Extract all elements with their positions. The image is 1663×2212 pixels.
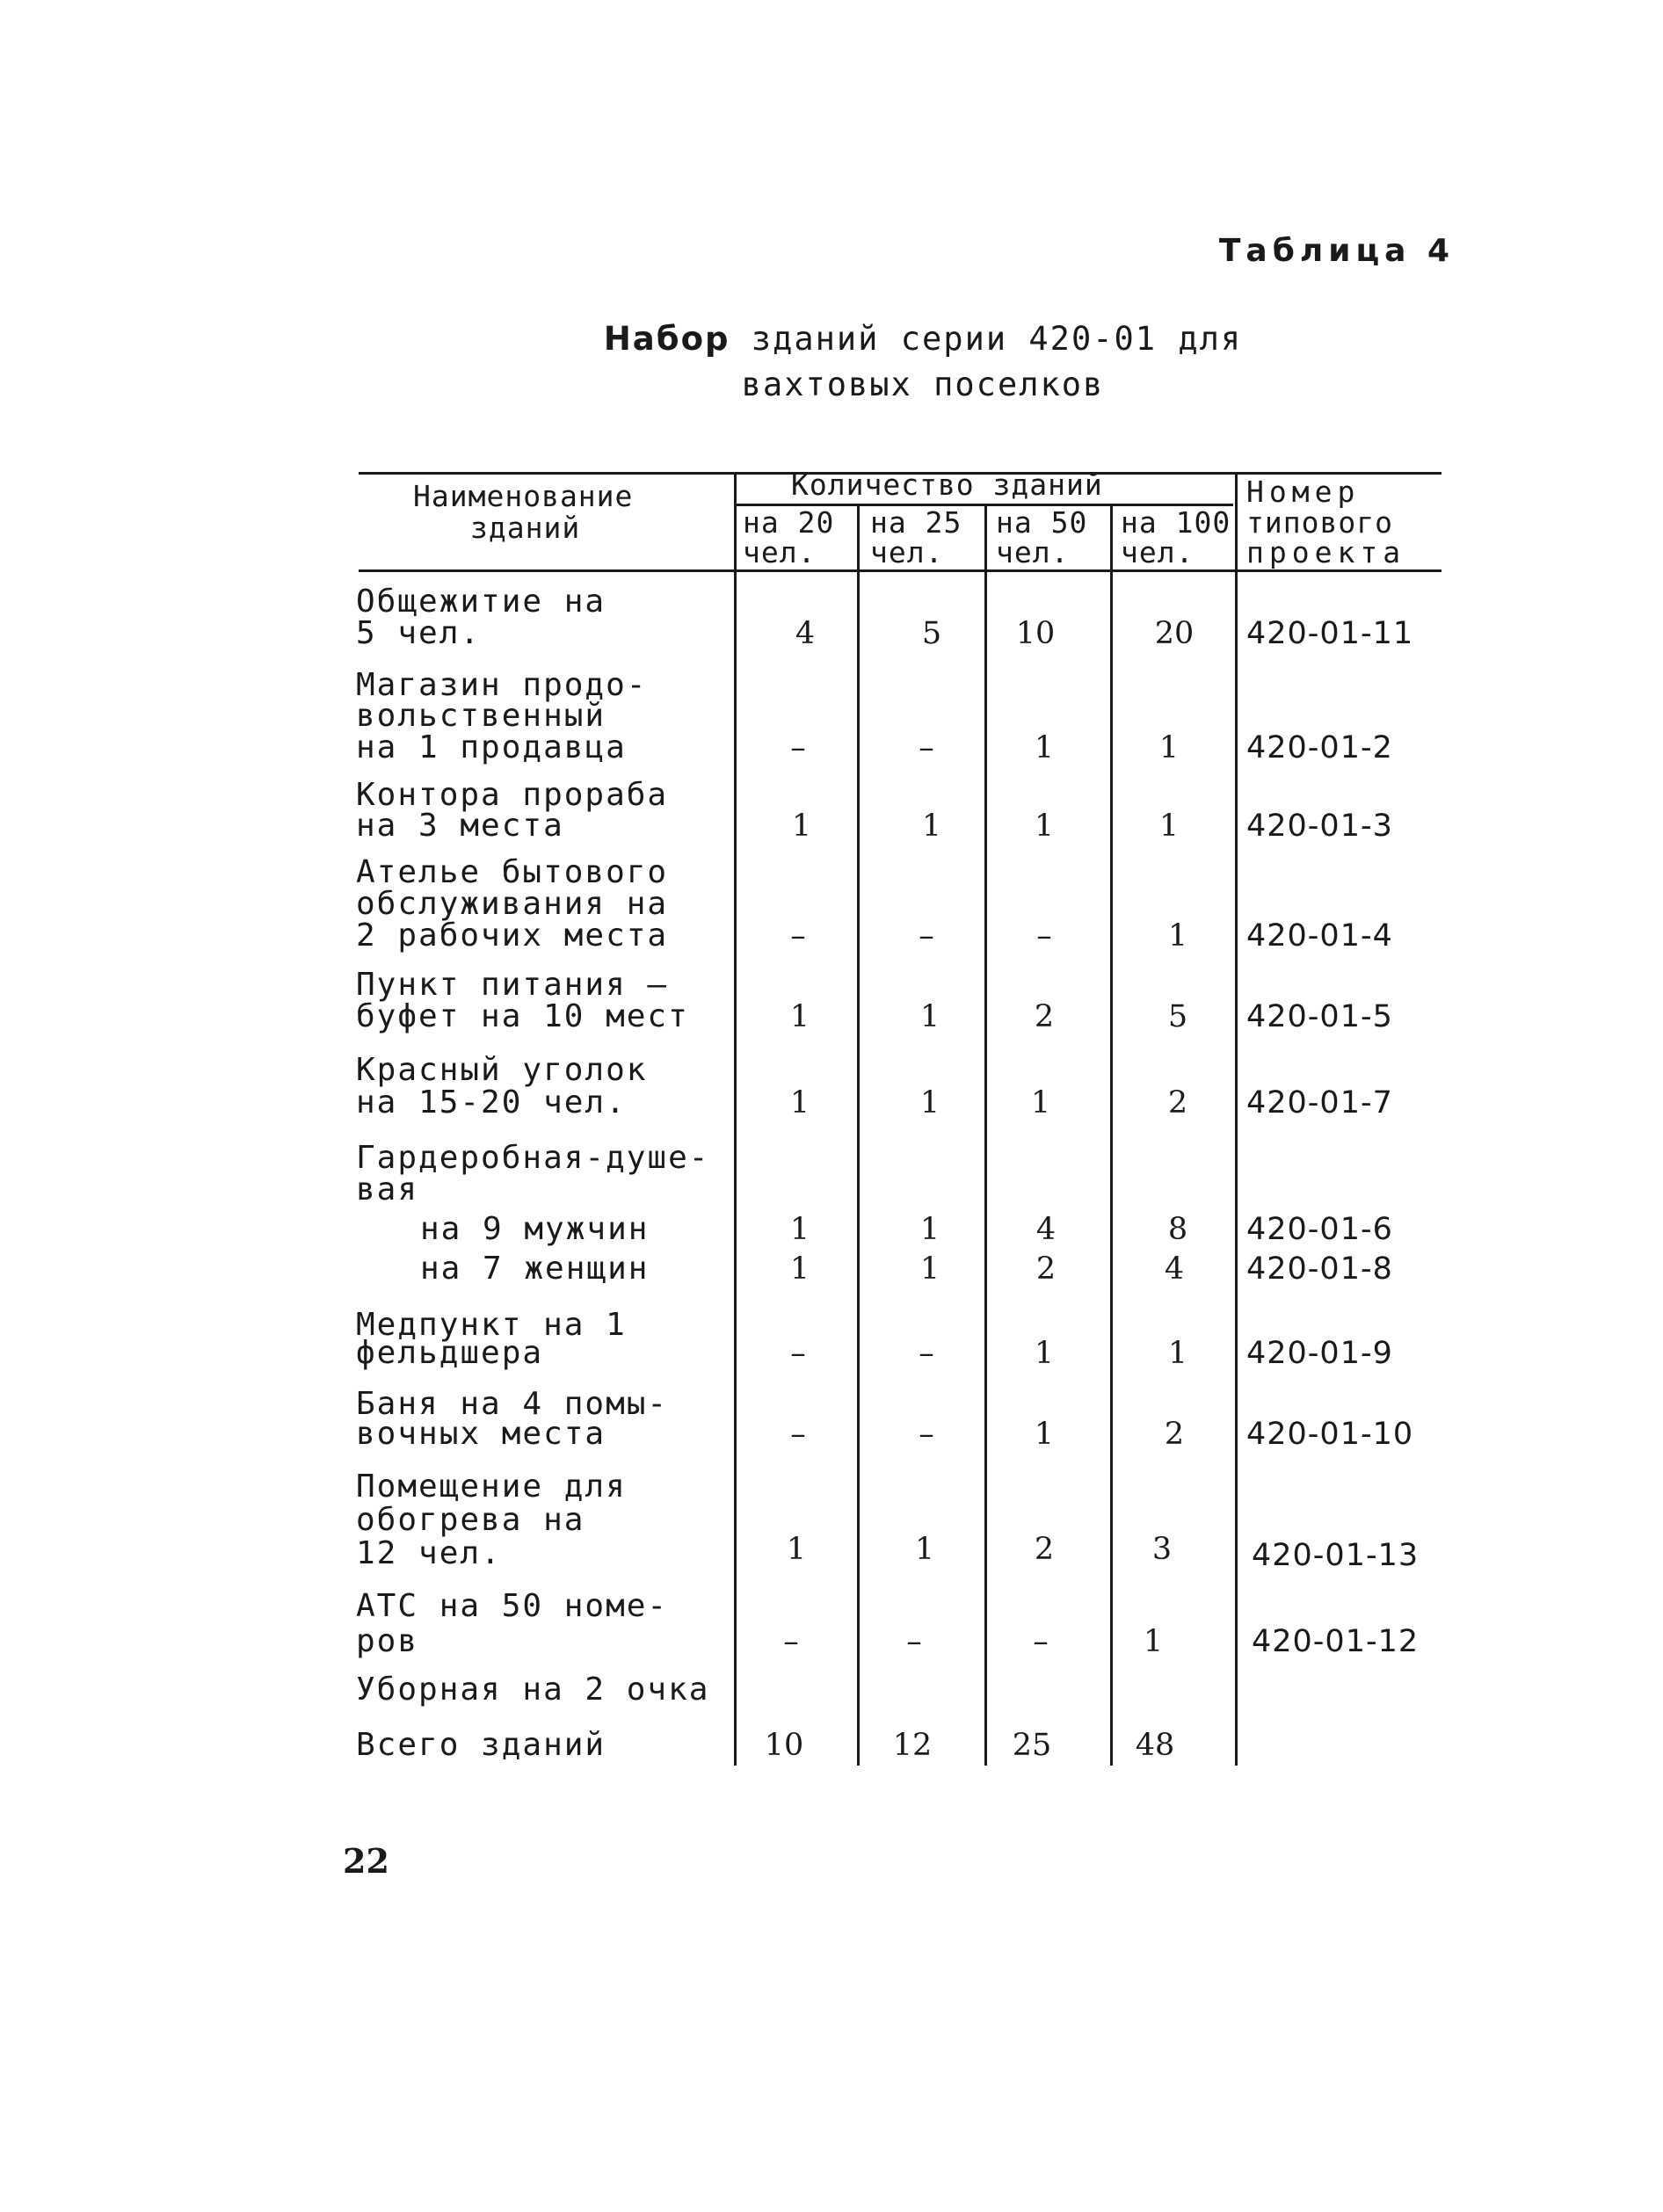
row-12-value-4: 3 — [1151, 1532, 1173, 1567]
header-col-3-line-2: чел. — [996, 535, 1070, 569]
total-value-2: 12 — [892, 1728, 933, 1763]
row-9-value-4: 4 — [1164, 1251, 1185, 1287]
row-4-value-2: – — [919, 918, 934, 954]
header-bottom-rule — [359, 569, 1442, 572]
row-2-name-line-2: вольственный — [356, 698, 606, 734]
row-4-value-3: – — [1036, 918, 1052, 954]
row-12-name-line-3: 12 чел. — [356, 1535, 502, 1571]
row-1-name-line-2: 5 чел. — [356, 615, 482, 651]
row-2-value-4: 1 — [1158, 730, 1180, 765]
header-col-3-line-1: на 50 — [996, 505, 1088, 540]
row-11-value-4: 2 — [1164, 1417, 1185, 1452]
total-label: Всего зданий — [356, 1727, 606, 1763]
row-12-name-line-1: Помещение для — [356, 1469, 627, 1505]
row-10-name-line-2: фельдшера — [356, 1335, 544, 1371]
row-5-value-2: 1 — [919, 999, 940, 1034]
row-6-value-1: 1 — [789, 1085, 810, 1121]
row-11-value-3: 1 — [1034, 1417, 1055, 1452]
row-10-value-2: – — [919, 1336, 934, 1371]
row-5-value-1: 1 — [789, 999, 810, 1034]
row-12-value-2: 1 — [914, 1532, 935, 1567]
row-11-name-line-1: Баня на 4 помы- — [356, 1386, 669, 1422]
column-divider-2 — [857, 504, 860, 1766]
row-4-value-4: 1 — [1167, 918, 1188, 954]
row-4-project: 420-01-4 — [1246, 918, 1393, 954]
column-divider-4 — [1110, 504, 1113, 1766]
row-10-value-1: – — [790, 1336, 806, 1371]
row-13-name-line-2: ров — [356, 1623, 419, 1659]
row-4-name-line-3: 2 рабочих места — [356, 917, 669, 954]
row-12-value-1: 1 — [786, 1532, 807, 1567]
row-3-value-2: 1 — [921, 809, 942, 844]
row-11-name-line-2: вочных места — [356, 1416, 606, 1452]
header-count-group: Количество зданий — [791, 468, 1103, 502]
row-3-value-4: 1 — [1158, 809, 1180, 844]
table-title-line-1 — [527, 316, 1318, 362]
row-7-name-line-1: Гардеробная-душе- — [356, 1140, 710, 1176]
row-6-value-4: 2 — [1167, 1085, 1188, 1121]
header-project-line-3: проекта — [1246, 535, 1406, 569]
table-title-line-2: вахтовых поселков — [741, 366, 1105, 403]
row-8-value-2: 1 — [919, 1212, 940, 1247]
row-11-value-1: – — [790, 1417, 806, 1452]
row-13-project: 420-01-12 — [1252, 1624, 1420, 1659]
row-9-value-1: 1 — [789, 1251, 810, 1287]
row-2-value-3: 1 — [1034, 730, 1055, 765]
header-col-4-line-2: чел. — [1121, 535, 1195, 569]
row-1-value-2: 5 — [921, 616, 942, 651]
row-9-project: 420-01-8 — [1246, 1251, 1393, 1287]
row-14-name-line-1: Уборная на 2 очка — [356, 1672, 710, 1708]
row-13-name-line-1: АТС на 50 номе- — [356, 1588, 669, 1624]
header-name-line-2: зданий — [470, 511, 581, 545]
row-8-value-1: 1 — [789, 1212, 810, 1247]
row-5-value-3: 2 — [1034, 999, 1055, 1034]
header-name-line-1: Наименование — [413, 479, 634, 513]
header-col-2-line-2: чел. — [870, 535, 944, 569]
row-5-name-line-1: Пункт питания – — [356, 967, 669, 1003]
row-6-project: 420-01-7 — [1246, 1085, 1393, 1121]
header-col-1-line-2: чел. — [743, 535, 817, 569]
row-13-value-3: – — [1033, 1624, 1049, 1659]
row-9-value-2: 1 — [919, 1251, 940, 1287]
table-label: Таблица 4 — [1218, 233, 1455, 269]
page-number: 22 — [343, 1841, 389, 1881]
total-value-4: 48 — [1135, 1728, 1175, 1763]
header-col-2-line-1: на 25 — [870, 505, 962, 540]
row-4-value-1: – — [790, 918, 806, 954]
row-3-name-line-2: на 3 места — [356, 808, 564, 844]
column-divider-1 — [734, 472, 737, 1766]
row-13-value-4: 1 — [1143, 1624, 1164, 1659]
total-value-1: 10 — [764, 1728, 804, 1763]
row-6-value-3: 1 — [1030, 1085, 1051, 1121]
row-11-project: 420-01-10 — [1246, 1417, 1414, 1452]
row-5-project: 420-01-5 — [1246, 999, 1393, 1034]
column-divider-5 — [1235, 472, 1238, 1766]
row-4-name-line-2: обслуживания на — [356, 886, 669, 922]
row-9-name-line-1: на 7 женщин — [420, 1251, 650, 1287]
row-1-project: 420-01-11 — [1246, 616, 1414, 651]
row-2-name-line-3: на 1 продавца — [356, 729, 627, 765]
row-8-name-line-1: на 9 мужчин — [420, 1211, 650, 1247]
row-6-value-2: 1 — [919, 1085, 940, 1121]
total-value-3: 25 — [1012, 1728, 1052, 1763]
row-3-value-3: 1 — [1034, 809, 1055, 844]
row-1-value-4: 20 — [1154, 616, 1195, 651]
row-3-name-line-1: Контора прораба — [356, 777, 669, 813]
row-13-value-2: – — [906, 1624, 922, 1659]
row-10-name-line-1: Медпункт на 1 — [356, 1307, 627, 1343]
header-project-line-1: Номер — [1246, 475, 1361, 509]
row-3-project: 420-01-3 — [1246, 809, 1393, 844]
row-5-value-4: 5 — [1167, 999, 1188, 1034]
row-2-name-line-1: Магазин продо- — [356, 667, 648, 703]
row-12-project: 420-01-13 — [1252, 1538, 1420, 1573]
row-1-value-1: 4 — [795, 616, 816, 651]
row-5-name-line-2: буфет на 10 мест — [356, 998, 689, 1034]
row-3-value-1: 1 — [791, 809, 812, 844]
table-title — [527, 316, 1318, 408]
row-10-value-3: 1 — [1034, 1336, 1055, 1371]
row-9-value-3: 2 — [1035, 1251, 1057, 1287]
row-8-value-3: 4 — [1035, 1212, 1057, 1247]
row-8-value-4: 8 — [1167, 1212, 1188, 1247]
row-1-value-3: 10 — [1015, 616, 1056, 651]
row-11-value-2: – — [919, 1417, 934, 1452]
row-13-value-1: – — [783, 1624, 799, 1659]
row-12-value-3: 2 — [1034, 1532, 1055, 1567]
row-1-name-line-1: Общежитие на — [356, 584, 606, 620]
row-2-value-2: – — [919, 730, 934, 765]
row-2-value-1: – — [790, 730, 806, 765]
header-col-4-line-1: на 100 — [1121, 505, 1231, 540]
header-project-line-2: типового — [1246, 505, 1393, 540]
row-8-project: 420-01-6 — [1246, 1212, 1393, 1247]
column-divider-3 — [984, 504, 987, 1766]
row-10-value-4: 1 — [1167, 1336, 1188, 1371]
row-12-name-line-2: обогрева на — [356, 1502, 585, 1538]
row-2-project: 420-01-2 — [1246, 730, 1393, 765]
table-title-rest: зданий серии 420-01 для — [730, 320, 1243, 358]
table-title-bold: Набор — [603, 320, 730, 358]
row-6-name-line-1: Красный уголок — [356, 1052, 648, 1088]
row-4-name-line-1: Ателье бытового — [356, 854, 669, 890]
row-6-name-line-2: на 15-20 чел. — [356, 1084, 627, 1121]
row-10-project: 420-01-9 — [1246, 1336, 1393, 1371]
header-col-1-line-1: на 20 — [743, 505, 835, 540]
row-7-name-line-2: вая — [356, 1171, 419, 1208]
